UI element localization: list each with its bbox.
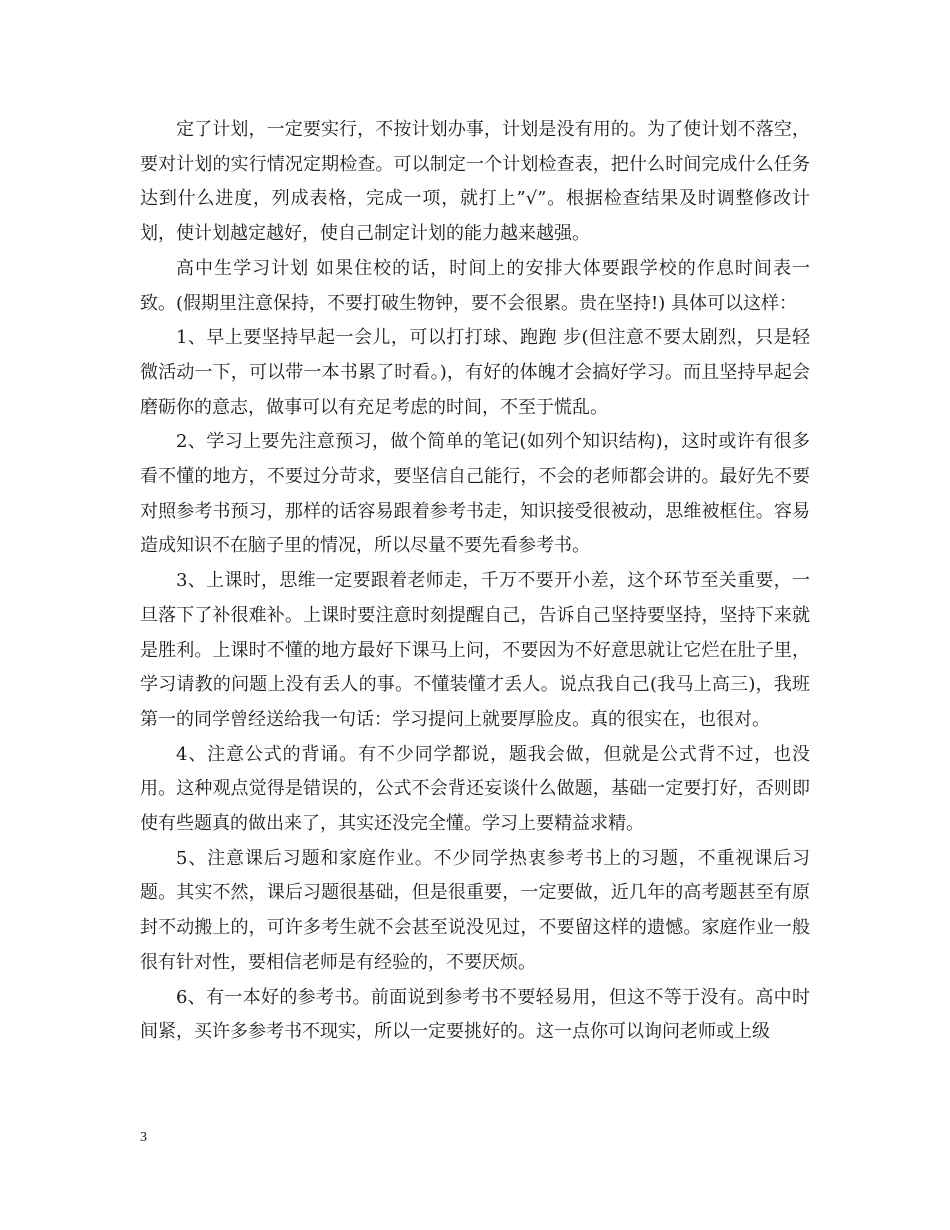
- paragraph-item-4: 4、注意公式的背诵。有不少同学都说，题我会做，但就是公式背不过，也没用。这种观点觉得是错误的，公式不会背还妄谈什么做题，基础一定要打好，否则即使有些题真的做出来了，其实还没完全懂。学习上要精益求精。: [140, 743, 810, 835]
- document-body: [140, 113, 810, 1050]
- paragraph-item-1: 1、早上要坚持早起一会儿，可以打打球、跑跑 步(但注意不要太剧烈，只是轻微活动一下，可以带一本书累了时看。)，有好的体魄才会搞好学习。而且坚持早起会磨砺你的意志，做事可以有充足考虑的时间，不至于慌乱。: [140, 327, 810, 418]
- paragraph-item-6: 6、有一本好的参考书。前面说到参考书不要轻易用，但这不等于没有。高中时间紧，买许多参考书不现实，所以一定要挑好的。这一点你可以询问老师或上级: [140, 986, 810, 1043]
- paragraph-study-plan-intro: 高中生学习计划 如果住校的话，时间上的安排大体要跟学校的作息时间表一致。(假期里注意保持，不要打破生物钟，要不会很累。贵在坚持!) 具体可以这样：: [140, 257, 810, 314]
- paragraph-item-5: 5、注意课后习题和家庭作业。不少同学热衷参考书上的习题，不重视课后习题。其实不然，课后习题很基础，但是很重要，一定要做，近几年的高考题甚至有原封不动搬上的，可许多考生就不会甚至说没见过，不要留这样的遗憾。家庭作业一般很有针对性，要相信老师是有经验的，不要厌烦。: [140, 847, 810, 973]
- paragraph-item-2: 2、学习上要先注意预习，做个简单的笔记(如列个知识结构)，这时或许有很多看不懂的地方，不要过分苛求，要坚信自己能行，不会的老师都会讲的。最好先不要对照参考书预习，那样的话容易跟着参考书走，知识接受很被动，思维被框住。容易造成知识不在脑子里的情况，所以尽量不要先看参考书。: [140, 431, 810, 557]
- paragraph-item-3: 3、上课时，思维一定要跟着老师走，千万不要开小差，这个环节至关重要，一旦落下了补很难补。上课时要注意时刻提醒自己，告诉自己坚持要坚持，坚持下来就是胜利。上课时不懂的地方最好下课马上问，不要因为不好意思就让它烂在肚子里，学习请教的问题上没有丢人的事。不懂装懂才丢人。说点我自己(我马上高三)，我班第一的同学曾经送给我一句话：学习提问上就要厚脸皮。真的很实在，也很对。: [140, 570, 810, 730]
- page-number: 3: [140, 1130, 147, 1145]
- paragraph-plan-execution: 定了计划，一定要实行，不按计划办事，计划是没有用的。为了使计划不落空，要对计划的实行情况定期检查。可以制定一个计划检查表，把什么时间完成什么任务达到什么进度，列成表格，完成一项，就打上”√”。根据检查结果及时调整修改计划，使计划越定越好，使自己制定计划的能力越来越强。: [140, 119, 810, 245]
